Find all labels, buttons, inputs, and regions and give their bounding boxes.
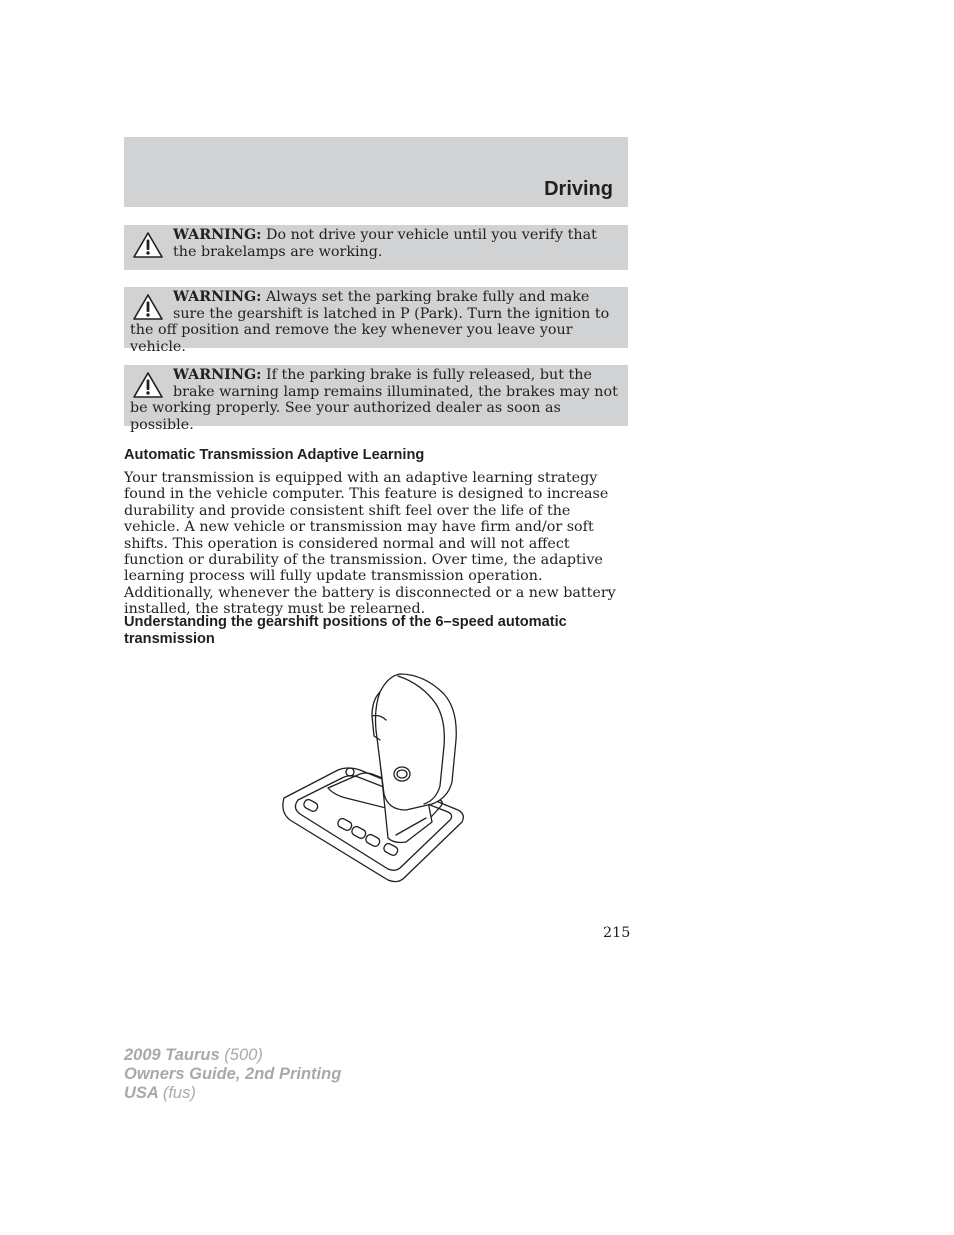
footer-region-code: (fus)	[162, 1084, 196, 1102]
warning-text: Do not drive your vehicle until you verify that the brakelamps are working.	[173, 227, 597, 260]
footer-region: USA	[124, 1084, 159, 1102]
warning-label: WARNING:	[173, 227, 262, 243]
section-heading-adaptive-learning: Automatic Transmission Adaptive Learning	[124, 447, 425, 463]
section-heading-gearshift-positions: Understanding the gearshift positions of the 6–speed automatic transmission	[124, 614, 567, 647]
warning-text: If the parking brake is fully released, but the brake warning lamp remains illuminated, the brakes may not be working properly. See your authorized dealer as soon as possible.	[130, 367, 618, 433]
gearshift-lever-illustration	[276, 670, 476, 890]
section-header-band	[124, 137, 628, 207]
warning-triangle-icon	[132, 231, 164, 259]
footer-model-code: (500)	[224, 1046, 263, 1064]
warning-text: Always set the parking brake fully and make sure the gearshift is latched in P (Park). Turn the ignition to the off position and remove the key whenever you leave your vehicle.	[130, 289, 610, 355]
warning-label: WARNING:	[173, 289, 262, 305]
footer-edition-info	[124, 1046, 341, 1103]
footer-model: 2009 Taurus	[124, 1046, 220, 1064]
warning-label: WARNING:	[173, 367, 262, 383]
body-paragraph-adaptive-learning: Your transmission is equipped with an adaptive learning strategy found in the vehicle computer. This feature is designed to increase durability and provide consistent shift feel over the life of the vehicle. A new vehicle or transmission may have firm and/or soft shifts. This operation is considered normal and will not affect function or durability of the transmission. Over time, the adaptive learning process will fully update transmission operation. Additionally, whenever the battery is disconnected or a new battery installed, the strategy must be relearned.	[124, 470, 616, 618]
warning-triangle-icon	[132, 371, 164, 399]
section-title: Driving	[544, 178, 613, 200]
page-number: 215	[603, 925, 631, 941]
warning-box-brakelamps	[124, 225, 628, 270]
warning-box-parking-brake	[124, 287, 628, 355]
warning-box-brake-lamp	[124, 365, 628, 433]
footer-printing: Owners Guide, 2nd Printing	[124, 1065, 342, 1083]
warning-triangle-icon	[132, 293, 164, 321]
